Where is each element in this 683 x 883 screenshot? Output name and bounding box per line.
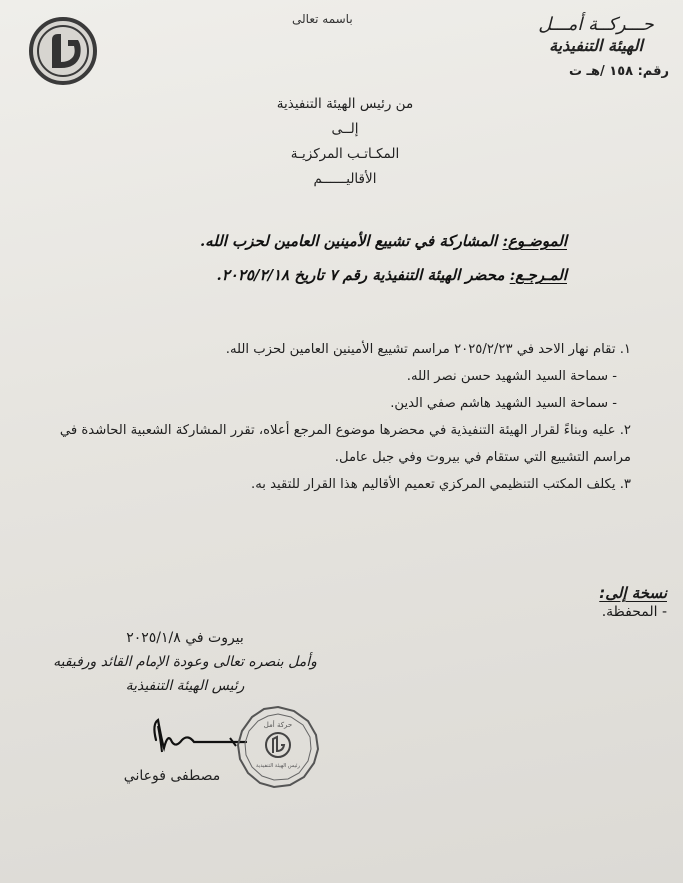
letter-body (56, 336, 631, 498)
paragraph-3: ٣. يكلف المكتب التنظيمي المركزي تعميم الأقاليم هذا القرار للتقيد به. (251, 477, 631, 492)
paragraph-1-item-a: - سماحة السيد الشهيد حسن نصر الله. (406, 369, 617, 384)
reference-line (217, 266, 568, 284)
organization-header (521, 14, 671, 56)
copy-item: - المحفظة. (601, 604, 667, 620)
reference-text: محضر الهيئة التنفيذية رقم ٧ تاريخ ٢٠٢٥/٢/١٨. (216, 266, 505, 284)
subject-text: المشاركة في تشييع الأمينين العامين لحزب الله. (199, 232, 498, 250)
from-line: من رئيس الهيئة التنفيذية (276, 96, 414, 112)
paragraph-1-item-b: - سماحة السيد الشهيد هاشم صفي الدين. (390, 396, 617, 411)
to-label: إلــى (331, 121, 359, 137)
basmala: باسمه تعالى (292, 12, 353, 26)
paragraph-2: ٢. عليه وبناءً لقرار الهيئة التنفيذية في محضرها موضوع المرجع أعلاه، تقرر المشاركة الشعبية الحاشدة في مراسم التشييع التي ستقام في بيروت وفي جبل عامل. (59, 423, 631, 465)
closing-block (20, 626, 350, 698)
to-regions: الأقاليــــــم (313, 171, 377, 187)
to-central-offices: المكـاتـب المركزيـة (290, 146, 400, 162)
org-unit: الهيئة التنفيذية (549, 36, 643, 55)
copy-to-block (599, 584, 667, 620)
signer-name: مصطفى فوعاني (123, 768, 221, 784)
signature-icon (138, 712, 248, 772)
closing-prayer: وأمل بنصره تعالى وعودة الإمام القائد ورفيقيه (53, 654, 317, 670)
org-name: حـــركــة أمـــل (538, 14, 654, 35)
amal-logo-icon (28, 16, 98, 86)
paragraph-1: ١. تقام نهار الاحد في ٢٠٢٥/٢/٢٣ مراسم تشييع الأمينين العامين لحزب الله. (225, 342, 631, 357)
copy-heading: نسخة إلى: (599, 584, 667, 602)
subject-line (200, 232, 567, 250)
reference-label: المـرجـع: (509, 266, 567, 284)
subject-label: الموضـوع: (502, 232, 567, 250)
stamp-bottom-text: رئيس الهيئة التنفيذية (255, 763, 301, 769)
address-block (250, 92, 440, 192)
stamp-top-text: حركة أمل (263, 721, 293, 729)
reference-number: رقم: ١٥٨ /هـ ت (568, 64, 669, 79)
place-date: بيروت في ٢٠٢٥/١/٨ (126, 630, 244, 646)
signer-title: رئيس الهيئة التنفيذية (125, 678, 245, 694)
